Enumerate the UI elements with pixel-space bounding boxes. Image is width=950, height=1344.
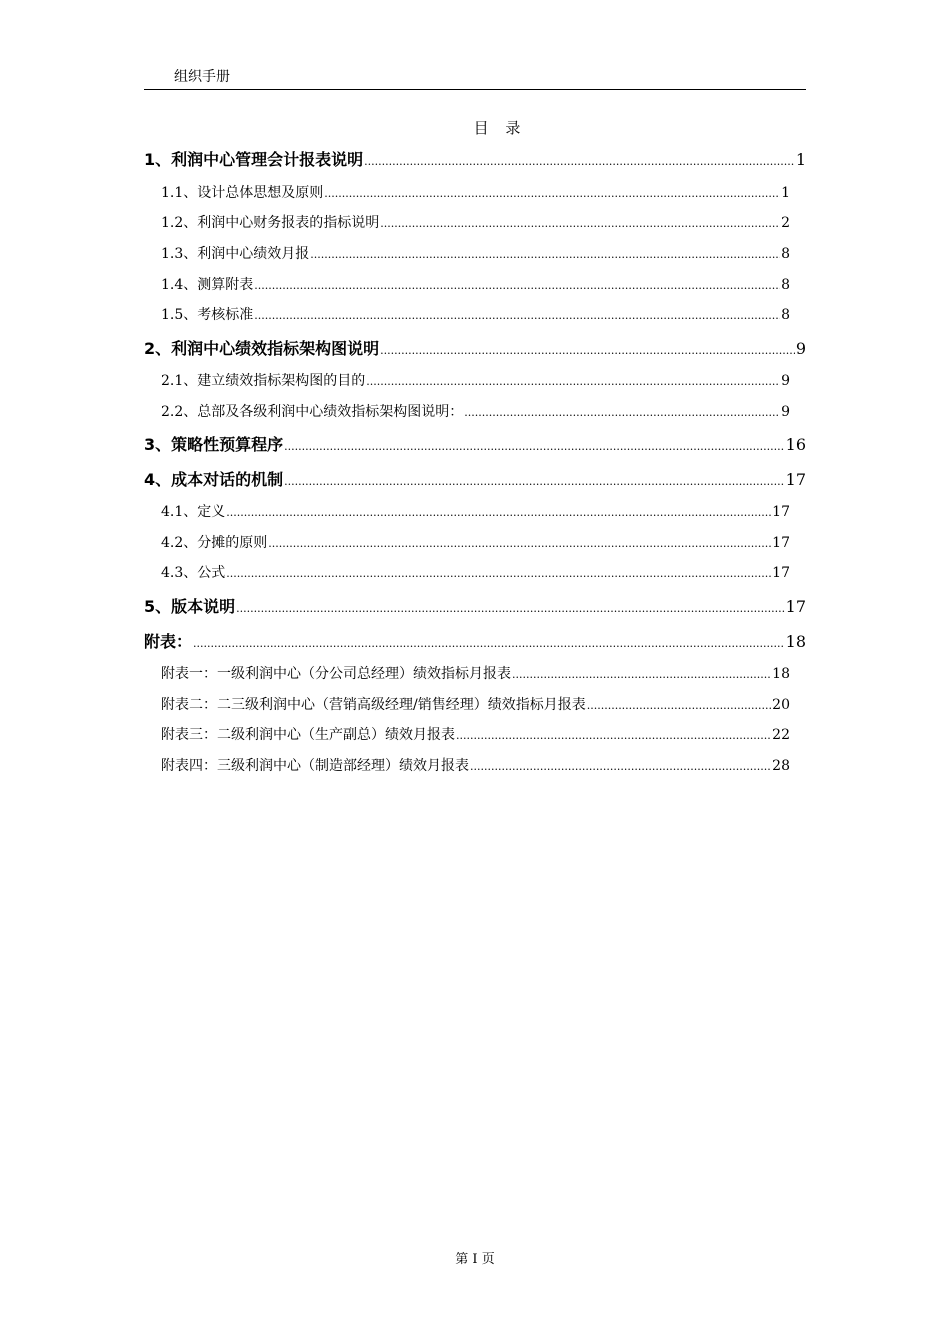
toc-entry-page: 18 bbox=[772, 666, 790, 682]
toc-leader-dots bbox=[310, 248, 780, 261]
toc-leader-dots bbox=[366, 375, 780, 388]
toc-entry-page: 2 bbox=[781, 215, 790, 231]
toc-leader-dots bbox=[380, 344, 795, 357]
page-header bbox=[144, 66, 806, 90]
toc-entry-label: 2.1、建立绩效指标架构图的目的 bbox=[161, 373, 366, 389]
toc-title: 目 录 bbox=[473, 119, 527, 137]
toc-entry-page: 18 bbox=[785, 632, 806, 651]
toc-leader-dots bbox=[236, 602, 785, 615]
toc-entry-4-1[interactable] bbox=[161, 501, 790, 521]
toc-leader-dots bbox=[364, 155, 795, 168]
toc-entry-appendix-3[interactable] bbox=[161, 724, 790, 744]
header-title: 组织手册 bbox=[174, 69, 230, 85]
toc-entry-page: 28 bbox=[772, 758, 790, 774]
toc-leader-dots bbox=[324, 187, 780, 200]
toc-entry-label: 4.2、分摊的原则 bbox=[161, 535, 268, 551]
toc-entry-2[interactable] bbox=[144, 336, 806, 359]
toc-entry-2-2[interactable] bbox=[161, 401, 790, 421]
toc-entry-page: 22 bbox=[772, 727, 790, 743]
toc-leader-dots bbox=[464, 406, 780, 419]
toc-entry-label: 附表二：二三级利润中心（营销高级经理/销售经理）绩效指标月报表 bbox=[161, 697, 586, 713]
toc-entry-label: 2.2、总部及各级利润中心绩效指标架构图说明： bbox=[161, 404, 464, 420]
toc-entry-label: 5、版本说明 bbox=[144, 597, 236, 616]
toc-entry-page: 8 bbox=[781, 307, 790, 323]
toc-entry-page: 8 bbox=[781, 277, 790, 293]
toc-entry-4-2[interactable] bbox=[161, 532, 790, 552]
toc-entry-4[interactable] bbox=[144, 467, 806, 490]
toc-entry-3[interactable] bbox=[144, 432, 806, 455]
toc-entry-page: 17 bbox=[772, 565, 790, 581]
toc-entry-label: 附表四：三级利润中心（制造部经理）绩效月报表 bbox=[161, 758, 469, 774]
toc-leader-dots bbox=[268, 537, 771, 550]
toc-entry-page: 8 bbox=[781, 246, 790, 262]
toc-entry-1-5[interactable] bbox=[161, 304, 790, 324]
toc-entry-page: 17 bbox=[772, 535, 790, 551]
toc-leader-dots bbox=[380, 217, 780, 230]
toc-entry-label: 附表一：一级利润中心（分公司总经理）绩效指标月报表 bbox=[161, 666, 511, 682]
toc-entry-5[interactable] bbox=[144, 594, 806, 617]
toc-entry-label: 3、策略性预算程序 bbox=[144, 435, 284, 454]
toc-leader-dots bbox=[587, 699, 771, 712]
toc-entry-1-2[interactable] bbox=[161, 212, 790, 232]
toc-leader-dots bbox=[284, 440, 785, 453]
toc-entry-label: 4、成本对话的机制 bbox=[144, 470, 284, 489]
toc-entry-page: 1 bbox=[795, 150, 806, 169]
toc-entry-appendix-4[interactable] bbox=[161, 755, 790, 775]
toc-entry-page: 17 bbox=[785, 597, 806, 616]
toc-entry-label: 4.3、公式 bbox=[161, 565, 226, 581]
toc-entry-label: 附表： bbox=[144, 632, 193, 651]
toc-entry-page: 9 bbox=[781, 373, 790, 389]
toc-entry-1-1[interactable] bbox=[161, 182, 790, 202]
toc-entry-page: 17 bbox=[772, 504, 790, 520]
toc-entry-1-4[interactable] bbox=[161, 274, 790, 294]
toc-entry-page: 9 bbox=[781, 404, 790, 420]
toc-leader-dots bbox=[254, 279, 780, 292]
toc-entry-label: 附表三：二级利润中心（生产副总）绩效月报表 bbox=[161, 727, 455, 743]
toc-entry-4-3[interactable] bbox=[161, 562, 790, 582]
toc-entry-page: 20 bbox=[772, 697, 790, 713]
toc-entry-label: 1.5、考核标准 bbox=[161, 307, 254, 323]
toc-leader-dots bbox=[284, 475, 785, 488]
toc-entry-appendix[interactable] bbox=[144, 629, 806, 652]
toc-entry-label: 4.1、定义 bbox=[161, 504, 226, 520]
toc-leader-dots bbox=[226, 567, 771, 580]
toc-entry-page: 9 bbox=[795, 339, 806, 358]
toc-entry-appendix-1[interactable] bbox=[161, 663, 790, 683]
toc-entry-page: 16 bbox=[785, 435, 806, 454]
toc-entry-1[interactable] bbox=[144, 147, 806, 170]
toc-leader-dots bbox=[456, 729, 771, 742]
toc-entry-label: 1.4、测算附表 bbox=[161, 277, 254, 293]
toc-entry-1-3[interactable] bbox=[161, 243, 790, 263]
toc-entry-page: 17 bbox=[785, 470, 806, 489]
toc-entry-page: 1 bbox=[781, 185, 790, 201]
toc-leader-dots bbox=[193, 637, 785, 650]
toc-entry-label: 1.3、利润中心绩效月报 bbox=[161, 246, 310, 262]
toc-entry-label: 1.2、利润中心财务报表的指标说明 bbox=[161, 215, 380, 231]
toc-entry-appendix-2[interactable] bbox=[161, 694, 790, 714]
toc-entry-label: 2、利润中心绩效指标架构图说明 bbox=[144, 339, 380, 358]
toc-entry-label: 1、利润中心管理会计报表说明 bbox=[144, 150, 364, 169]
toc-entry-label: 1.1、设计总体思想及原则 bbox=[161, 185, 324, 201]
page-number-footer: 第 I 页 bbox=[455, 1252, 495, 1267]
toc-leader-dots bbox=[512, 668, 771, 681]
toc-entry-2-1[interactable] bbox=[161, 370, 790, 390]
toc-leader-dots bbox=[254, 309, 780, 322]
toc-leader-dots bbox=[226, 506, 771, 519]
toc-leader-dots bbox=[470, 760, 771, 773]
